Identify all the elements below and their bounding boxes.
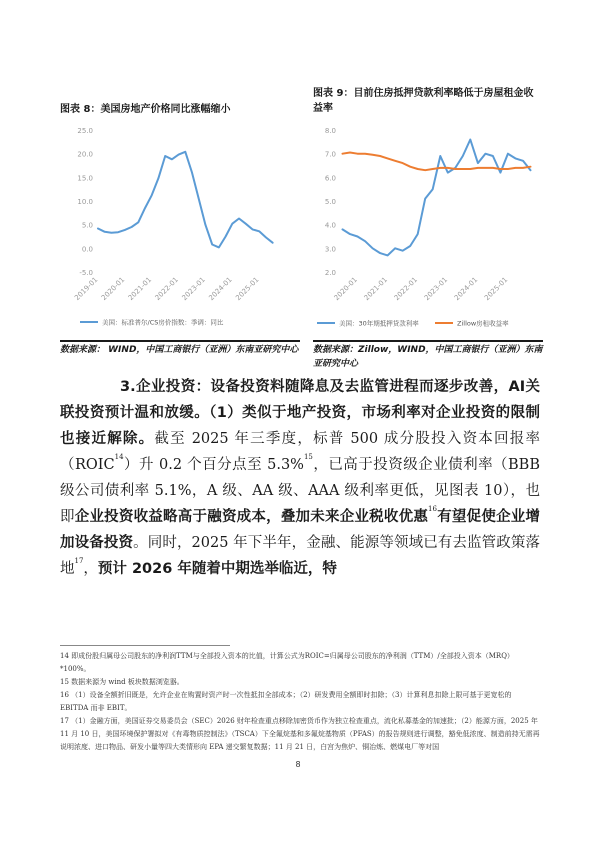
fig8-y-tick-label: 15.0 [77,174,93,183]
footnote-16: 16 （1）设备全额折旧既是，允许企业在购置时资产时一次性抵扣全部成本；（2）研发费用全额即时扣除；（3）计算利息扣除上限可基于更宽松的 EBITDA 而非 EBIT。 [60,691,512,712]
body-text-2: ）升 0.2 个百分点至 5.3% [123,457,304,473]
fig8-x-tick-label: 2025-01 [234,275,261,303]
body-text-1: 截至 2025 年三季度，标普 500 成分股投入资本回报率（ROIC [60,431,540,473]
fig8-y-tick-label: 10.0 [77,198,93,206]
footnote-17: 17 （1）金融方面，美国证券交易委员会（SEC）2026 财年检查重点移除加密货币作为独立检查重点，流化私募基金的加速批；（2）能源方面，2025 年 11 月 10 日，美国环境保护署拟对《有毒物质控制法》（TSCA）下全氟烷基和多氟烷基物质（PFAS）的报告规则进行调整，豁免低浓度、制造前持无需再说明浓度、进口物品、研发小量等四大类情形向 EPA 递交繁复数据；11 月 21 日，白宫为焦炉、铜冶炼、燃煤电厂等对国 [60,717,540,751]
figure8-chart [60,120,300,342]
fig9-y-tick-label: 7.0 [324,150,336,159]
fig8-legend-label-0: 美国：标准普尔/CS房价指数：季调：同比 [102,318,224,327]
fig9-y-tick-label: 4.0 [324,221,336,230]
fig9-y-tick-label: 5.0 [324,198,336,206]
figure8-title: 图表 8：美国房地产价格同比涨幅缩小 [60,104,231,115]
fig8-y-tick-label: -5.0 [79,269,93,277]
fig9-x-tick-label: 2023-01 [422,275,450,303]
fig8-y-tick-label: 5.0 [81,221,93,230]
footnote-ref-15[interactable]: 15 [303,453,313,461]
bold-text-2: 有望促使企业增加设备投资 [60,509,541,551]
fig9-y-tick-label: 6.0 [324,174,336,183]
fig8-x-tick-label: 2023-01 [180,275,207,303]
fig9-x-tick-label: 2020-01 [332,275,359,303]
body-text-4: 。同时，2025 年下半年，金融、能源等领域已有去监管政策落地 [60,535,541,577]
fig9-y-tick-label: 8.0 [324,127,336,135]
figure9-chart [313,120,543,342]
body-text-3: ，已高于投资级企业债利率（BBB级公司债利率 5.1%，A 级、AA 级、AAA 级利率更低，见图表 10），也即 [60,457,540,525]
footnote-ref-14[interactable]: 14 [114,453,124,461]
footnote-rule [60,645,230,646]
fig9-legend-label-0: 美国：30年期抵押贷款利率 [339,319,419,328]
figure9-svg [313,120,543,338]
fig8-x-tick-label: 2022-01 [153,275,180,303]
fig8-x-tick-label: 2019-01 [73,275,100,303]
body-paragraph [60,374,540,582]
fig8-y-tick-label: 25.0 [77,127,93,135]
fig9-x-tick-label: 2021-01 [362,275,390,303]
figure9-title: 图表 9：目前住房抵押贷款利率略低于房屋租金收益率 [313,88,534,114]
fig8-y-tick-label: 0.0 [81,245,93,254]
footnote-15: 15 数据来源为 wind 板块数据浏览器。 [60,678,184,686]
fig9-x-tick-label: 2022-01 [392,275,420,303]
section-heading: 3.企业投资：设备投资料随降息及去监管进程而逐步改善，AI关联投资预计温和放缓。（1）类似于地产投资，市场利率对企业投资的限制也接近解除。 [60,379,540,447]
figure9-source: 数据来源：Zillow，WIND，中国工商银行（亚洲）东南亚研究中心 [313,345,543,369]
bold-text-1: 企业投资收益略高于融资成本，叠加未来企业税收优惠 [74,509,429,525]
fig9-series-line-0 [343,140,531,256]
fig8-series-line-0 [98,152,273,248]
fig8-x-tick-label: 2020-01 [99,275,127,303]
fig9-legend-label-1: Zillow房租收益率 [457,319,509,328]
figure8-source: 数据来源： WIND，中国工商银行（亚洲）东南亚研究中心 [60,345,299,355]
body-text-5: ， [83,561,98,577]
fig8-x-tick-label: 2024-01 [207,275,234,303]
fig9-x-tick-label: 2025-01 [483,275,510,303]
footnote-ref-16[interactable]: 16 [428,505,437,513]
fig9-y-tick-label: 2.0 [324,269,336,277]
fig9-y-tick-label: 3.0 [324,245,336,254]
fig8-x-tick-label: 2021-01 [126,275,154,303]
footnote-14: 14 即成份股归属母公司股东的净利润TTM与全部投入资本的比值，计算公式为ROIC=归属母公司股东的净利润（TTM）/全部投入资本（MRQ）*100%。 [60,652,514,673]
figure8-svg [60,120,300,338]
fig9-x-tick-label: 2024-01 [452,275,480,303]
footnote-ref-17[interactable]: 17 [74,557,84,565]
page-number: 8 [295,760,301,769]
footnotes [60,650,540,754]
bold-text-3: 预计 2026 年随着中期选举临近，特 [97,561,337,577]
fig8-y-tick-label: 20.0 [77,150,93,159]
